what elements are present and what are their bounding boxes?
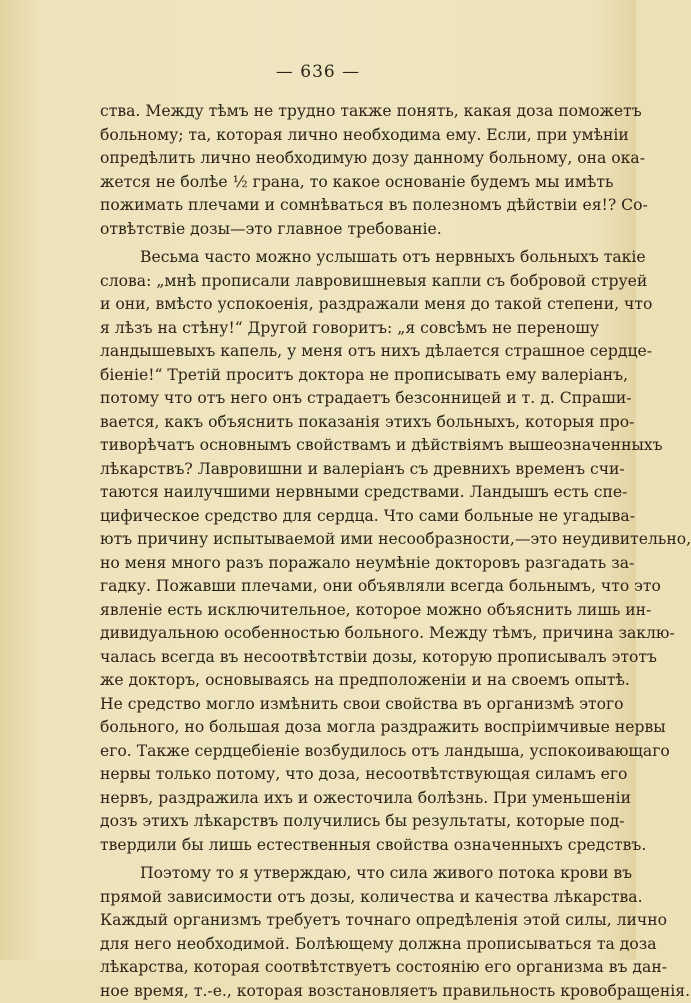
paragraph — [100, 100, 570, 241]
text-line: его. Также сердцебіеніе возбудилось отъ ландыша, успокоивающаго — [100, 740, 570, 764]
paragraph — [100, 246, 570, 857]
text-line: больного, но большая доза могла раздражить воспріимчивые нервы — [100, 716, 570, 740]
text-line: Каждый организмъ требуетъ точнаго опредѣленія этой силы, лично — [100, 909, 570, 933]
text-line: Не средство могло измѣнить свои свойства въ организмѣ этого — [100, 693, 570, 717]
text-line: біеніе!“ Третій проситъ доктора не прописывать ему валеріанъ, — [100, 364, 570, 388]
text-line: цифическое средство для сердца. Что сами больные не угадыва- — [100, 505, 570, 529]
text-line: опредѣлить лично необходимую дозу данному больному, она ока- — [100, 147, 570, 171]
body-text — [100, 100, 570, 1003]
text-line: и они, вмѣсто успокоенія, раздражали меня до такой степени, что — [100, 293, 570, 317]
text-line: слова: „мнѣ прописали лавровишневыя капли съ бобровой струей — [100, 270, 570, 294]
page-number: — 636 — — [0, 62, 636, 82]
text-line: потому что отъ него онъ страдаетъ безсонницей и т. д. Спраши- — [100, 387, 570, 411]
paragraph — [100, 862, 570, 1003]
text-line: вается, какъ объяснить показанія этихъ больныхъ, которыя про- — [100, 411, 570, 435]
text-line: чалась всегда въ несоотвѣтствіи дозы, которую прописывалъ этотъ — [100, 646, 570, 670]
text-line: нервы только потому, что доза, несоотвѣтствующая силамъ его — [100, 763, 570, 787]
text-line: твердили бы лишь естественныя свойства означенныхъ средствъ. — [100, 834, 570, 858]
text-line: ютъ причину испытываемой ими несообразности,—это неудивительно, — [100, 528, 570, 552]
text-line: больному; та, которая лично необходима ему. Если, при умѣніи — [100, 124, 570, 148]
text-line: таются наилучшими нервными средствами. Ландышъ есть спе- — [100, 481, 570, 505]
text-line: дивидуальною особенностью больного. Между тѣмъ, причина заклю- — [100, 622, 570, 646]
text-line: лѣкарства, которая соотвѣтствуетъ состоянію его организма въ дан- — [100, 956, 570, 980]
text-line: ное время, т.-е., которая возстановляетъ правильность кровобращенія. — [100, 980, 570, 1003]
text-line: ландышевыхъ капель, у меня отъ нихъ дѣлается страшное сердце- — [100, 340, 570, 364]
text-line: нервъ, раздражила ихъ и ожесточила болѣзнь. При уменьшеніи — [100, 787, 570, 811]
text-line: я лѣзъ на стѣну!“ Другой говоритъ: „я совсѣмъ не переношу — [100, 317, 570, 341]
text-line: явленіе есть исключительное, которое можно объяснить лишь ин- — [100, 599, 570, 623]
text-line: ства. Между тѣмъ не трудно также понять, какая доза поможетъ — [100, 100, 570, 124]
text-line: гадку. Пожавши плечами, они объявляли всегда больнымъ, что это — [100, 575, 570, 599]
text-line: пожимать плечами и сомнѣваться въ полезномъ дѣйствіи ея!? Со- — [100, 194, 570, 218]
text-line: отвѣтствіе дозы—это главное требованіе. — [100, 218, 570, 242]
text-line: лѣкарствъ? Лавровишни и валеріанъ съ древнихъ временъ счи- — [100, 458, 570, 482]
text-line: но меня много разъ поражало неумѣніе докторовъ разгадать за- — [100, 552, 570, 576]
text-line: Весьма часто можно услышать отъ нервныхъ больныхъ такіе — [100, 246, 570, 270]
text-line: Поэтому то я утверждаю, что сила живого потока крови въ — [100, 862, 570, 886]
text-line: прямой зависимости отъ дозы, количества и качества лѣкарства. — [100, 886, 570, 910]
text-line: для него необходимой. Болѣющему должна прописываться та доза — [100, 933, 570, 957]
text-line: дозъ этихъ лѣкарствъ получились бы результаты, которые под- — [100, 810, 570, 834]
text-line: тиворѣчатъ основнымъ свойствамъ и дѣйствіямъ вышеозначенныхъ — [100, 434, 570, 458]
text-line: жется не болѣе ½ грана, то какое основаніе будемъ мы имѣть — [100, 171, 570, 195]
text-line: же докторъ, основываясь на предположеніи и на своемъ опытѣ. — [100, 669, 570, 693]
